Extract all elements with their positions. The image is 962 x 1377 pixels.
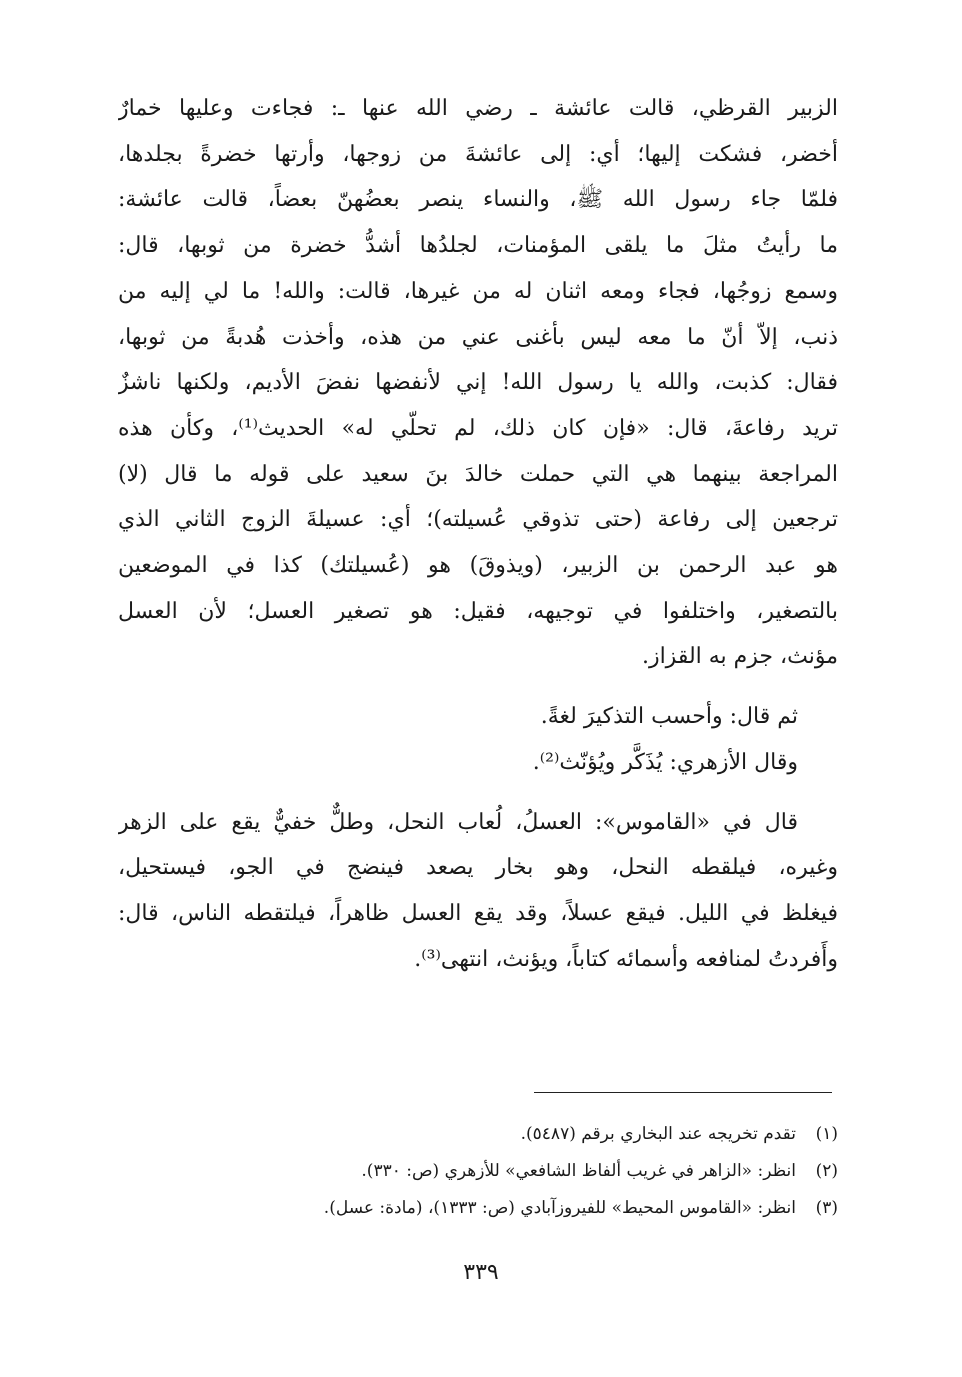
text-line: ثم قال: وأحسب التذكيرَ لغةً.: [540, 704, 798, 730]
text-line: وأَفردتُ لمنافعه وأسمائه كتاباً، ويؤنث، انتهى⁽³⁾.: [414, 946, 838, 972]
main-text: [118, 86, 838, 982]
text-line: فقال: كذبت، والله يا رسول الله! إني لأنفضها نفضَ الأديم، ولكنها ناشزٌ: [118, 370, 838, 396]
paragraph-3: [118, 740, 838, 786]
text-line: بالتصغير، واختلفوا في توجيهه، فقيل: هو تصغير العسل؛ لأن العسل: [118, 598, 838, 624]
text-line: مؤنث، جزم به القزاز.: [641, 644, 838, 670]
footnote-number: (٢): [815, 1161, 838, 1181]
text-line: فلمّا جاء رسول الله ﷺ، والنساء ينصر بعضُهنّ بعضاً، قالت عائشة:: [118, 187, 838, 213]
page-number: ٣٣٩: [463, 1260, 499, 1285]
footnote-number: (٣): [815, 1198, 838, 1218]
text-line: أخضر، فشكت إليها؛ أي: إلى عائشةَ من زوجها، وأرتها خضرةً بجلدها،: [118, 141, 838, 167]
text-line: ترجعين إلى رفاعة (حتى تذوقي عُسيلته)؛ أي: عسيلةَ الزوج الثاني الذي: [118, 507, 838, 533]
paragraph-2: [118, 694, 838, 740]
text-line: المراجعة بينهما هي التي حملت خالدَ بنَ سعيد على قوله ما قال (لا): [118, 461, 838, 487]
text-line: تريد رفاعةَ، قال: «فإن كان ذلك، لم تحلّي له» الحديث⁽¹⁾، وكأن هذه: [118, 415, 838, 441]
text-line: قال في «القاموس»: العسلُ، لُعاب النحل، وطلٌّ خفيٌّ يقع على الزهر: [118, 809, 798, 835]
footnote: [130, 1190, 838, 1227]
paragraph-4: [118, 800, 838, 983]
footnote: [130, 1153, 838, 1190]
text-line: وقال الأزهري: يُذَكَّر ويُؤنّث⁽²⁾.: [532, 749, 798, 775]
footnote-text: تقدم تخريجه عند البخاري برقم (٥٤٨٧).: [520, 1124, 796, 1144]
footnote-text: انظر: «القاموس المحيط» للفيروزآبادي (ص: ١٣٣٣)، (مادة: عسل).: [323, 1198, 796, 1218]
text-line: وغيره، فيلقطه النحل، وهو بخار يصعد فينضج في الجو، فيستحيل،: [118, 855, 838, 881]
text-line: وسمع زوجُها، فجاء ومعه اثنان له من غيرها، قالت: والله! ما لي إليه من: [118, 278, 838, 304]
text-line: ما رأيتُ مثلَ ما يلقى المؤمنات، لجلدُها أشدُّ خضرة من ثوبها، قال:: [118, 233, 838, 259]
text-line: ذنب، إلاّ أنّ ما معه ليس بأغنى عني من هذه، وأخذت هُدبةً من ثوبها،: [118, 324, 838, 350]
paragraph-1: [118, 86, 838, 680]
text-line: هو عبد الرحمن بن الزبير، (ويذوقَ) هو (عُسيلتك) كذا في الموضعين: [118, 553, 838, 579]
footnotes: [130, 1116, 838, 1227]
text-line: فيغلظ في الليل. فيقع عسلاً، وقد يقع العسل ظاهراً، فيلتقطه الناس، قال:: [118, 900, 838, 926]
footnote-separator: [534, 1092, 832, 1093]
text-line: الزبير القرظي، قالت عائشة ـ رضي الله عنها ـ: فجاءت وعليها خمارٌ: [118, 96, 838, 121]
footnote-number: (١): [815, 1124, 838, 1144]
footnote-text: انظر: «الزاهر في غريب ألفاظ الشافعي» للأزهري (ص: ٣٣٠).: [361, 1161, 796, 1181]
footnote: [130, 1116, 838, 1153]
